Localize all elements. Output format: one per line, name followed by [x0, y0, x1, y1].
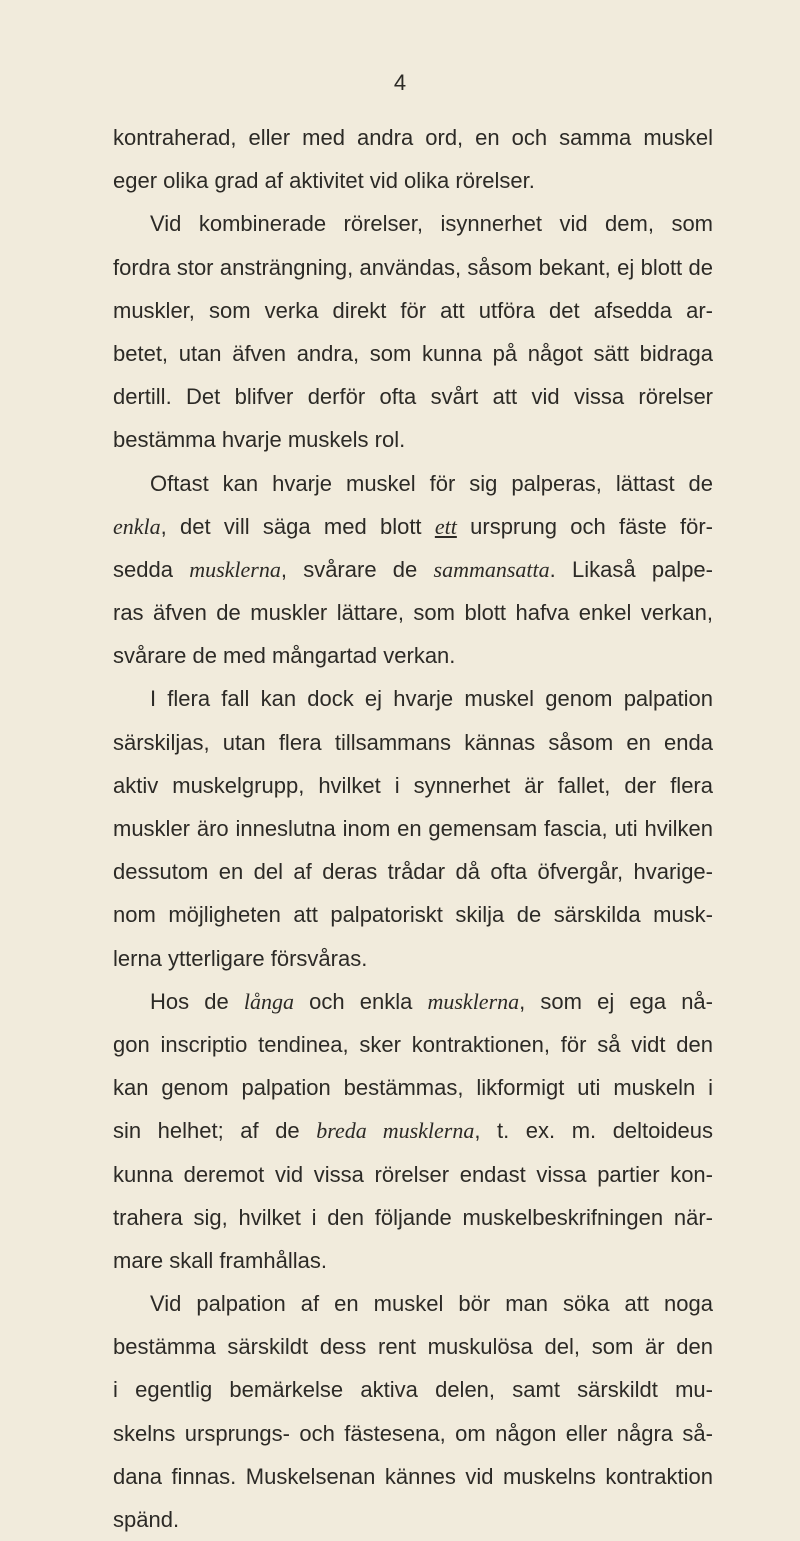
text-span: sin helhet; af de [113, 1118, 317, 1144]
text-line: aktiv muskelgrupp, hvilket i synnerhet är fallet, der flera [113, 772, 713, 798]
text-line: trahera sig, hvilket i den följande muskelbeskrifningen när- [113, 1204, 713, 1230]
text-line: dana finnas. Muskelsenan kännes vid muskelns kontraktion [113, 1463, 713, 1489]
paragraph-start-line: Vid palpation af en muskel bör man söka att noga [150, 1291, 713, 1317]
text-line: bestämma särskildt dess rent muskulösa del, som är den [113, 1334, 713, 1360]
emphasis-word: långa [243, 988, 294, 1014]
paragraph-start-line [113, 980, 713, 1023]
text-line: lerna ytterligare försvåras. [113, 945, 368, 971]
text-line: nom möjligheten att palpatoriskt skilja de särskilda musk- [113, 902, 713, 928]
text-line [113, 548, 713, 591]
text-span: . Likaså palpe- [549, 556, 713, 582]
text-line: i egentlig bemärkelse aktiva delen, samt särskildt mu- [113, 1377, 713, 1403]
emphasis-word: ett [434, 513, 457, 539]
text-line: spänd. [113, 1507, 180, 1532]
text-line [113, 505, 713, 548]
text-line: eger olika grad af aktivitet vid olika rörelser. [113, 168, 535, 194]
emphasis-word: musklerna [427, 988, 520, 1014]
emphasis-word: musklerna [189, 556, 281, 582]
text-line: betet, utan äfven andra, som kunna på något sätt bidraga [113, 340, 713, 366]
text-line: muskler äro inneslutna inom en gemensam fascia, uti hvilken [113, 816, 713, 841]
text-line: särskiljas, utan flera tillsammans kännas såsom en enda [113, 729, 713, 755]
text-span: och enkla [294, 988, 428, 1014]
text-line: fordra stor ansträngning, användas, såsom bekant, ej blott de [113, 254, 713, 280]
paragraph-start-line: Oftast kan hvarje muskel för sig palperas, lättast de [150, 470, 713, 496]
text-line: gon inscriptio tendinea, sker kontraktionen, för så vidt den [113, 1031, 713, 1057]
text-line: bestämma hvarje muskels rol. [113, 427, 406, 453]
text-span: , det vill säga med blott [160, 513, 435, 539]
text-span: ursprung och fäste för- [456, 513, 713, 539]
text-line: ras äfven de muskler lättare, som blott hafva enkel verkan, [113, 600, 713, 626]
text-span: , t. ex. m. deltoideus [474, 1118, 713, 1144]
text-line: dertill. Det blifver derför ofta svårt att vid vissa rörelser [113, 384, 713, 410]
emphasis-word: enkla [113, 513, 161, 539]
emphasis-word: sammansatta [433, 556, 550, 582]
text-line: muskler, som verka direkt för att utföra det afsedda ar- [113, 297, 713, 323]
text-span: sedda [113, 556, 190, 582]
emphasis-word: breda musklerna [316, 1118, 475, 1144]
text-line: svårare de med mångartad verkan. [113, 643, 456, 669]
paragraph-start-line: Vid kombinerade rörelser, isynnerhet vid dem, som [150, 211, 713, 237]
text-line: kan genom palpation bestämmas, likformigt uti muskeln i [113, 1075, 713, 1101]
body-text [113, 116, 713, 1541]
text-line [113, 1109, 713, 1152]
text-line: kontraherad, eller med andra ord, en och samma muskel [113, 125, 713, 150]
text-span: , svårare de [280, 556, 434, 582]
text-span: Hos de [150, 988, 244, 1014]
text-line: kunna deremot vid vissa rörelser endast vissa partier kon- [113, 1161, 713, 1187]
text-line: mare skall framhållas. [113, 1247, 327, 1273]
text-span: , som ej ega nå- [519, 988, 713, 1014]
page-number: 4 [393, 70, 407, 95]
text-line: skelns ursprungs- och fästesena, om någon eller några så- [113, 1420, 713, 1446]
text-line: dessutom en del af deras trådar då ofta öfvergår, hvarige- [113, 859, 713, 885]
paragraph-start-line: I flera fall kan dock ej hvarje muskel genom palpation [150, 686, 713, 712]
